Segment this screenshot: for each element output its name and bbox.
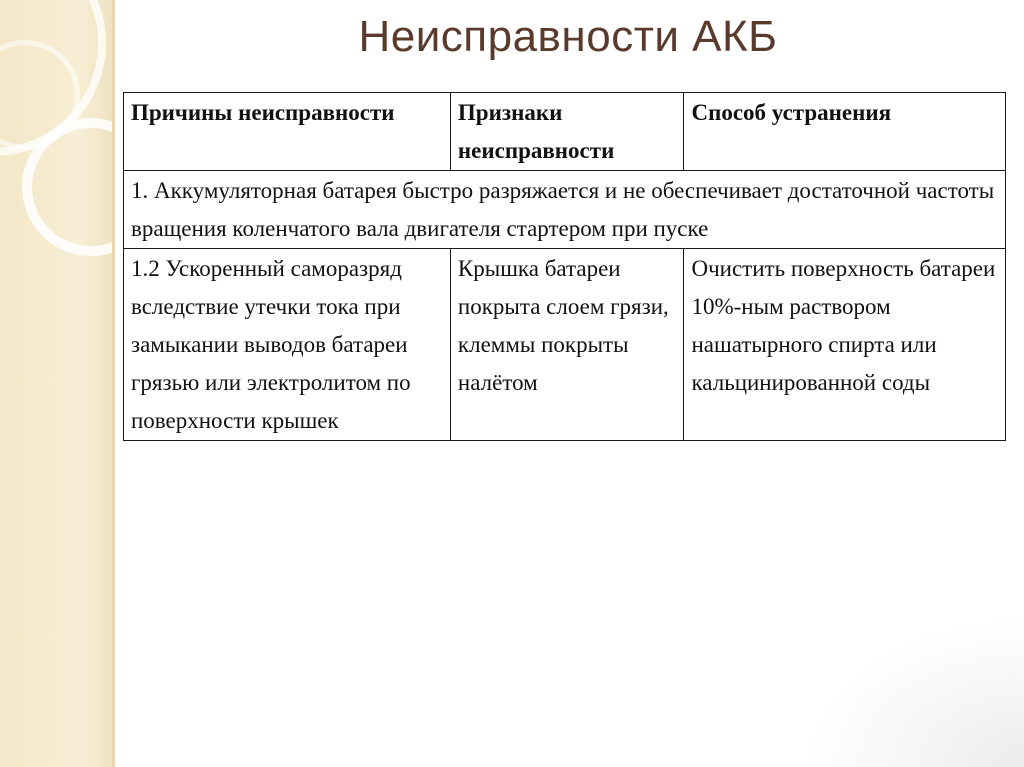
cause-cell: 1.2 Ускоренный саморазряд вследствие утечки тока при замыкании выводов батареи грязью или электролитом по поверхности крышек <box>124 249 451 441</box>
header-causes: Причины неисправности <box>124 93 451 171</box>
side-strip-edge <box>112 0 115 767</box>
header-remedy: Способ устранения <box>684 93 1006 171</box>
header-symptoms: Признаки неисправности <box>450 93 684 171</box>
table-header-row <box>124 93 1006 171</box>
table-section-row <box>124 171 1006 249</box>
decorative-side-strip <box>0 0 112 767</box>
table-row <box>124 249 1006 441</box>
page-title: Неисправности АКБ <box>358 12 778 61</box>
symptom-cell: Крышка батареи покрыта слоем грязи, клеммы покрыты налётом <box>450 249 684 441</box>
section-title-cell: 1. Аккумуляторная батарея быстро разряжается и не обеспечивает достаточной частоты вращения коленчатого вала двигателя стартером при пуске <box>124 171 1006 249</box>
remedy-cell: Очистить поверхность батареи 10%-ным раствором нашатырного спирта или кальцинированной соды <box>684 249 1006 441</box>
faults-table <box>123 92 1006 441</box>
page-curl-shadow <box>804 617 1024 767</box>
